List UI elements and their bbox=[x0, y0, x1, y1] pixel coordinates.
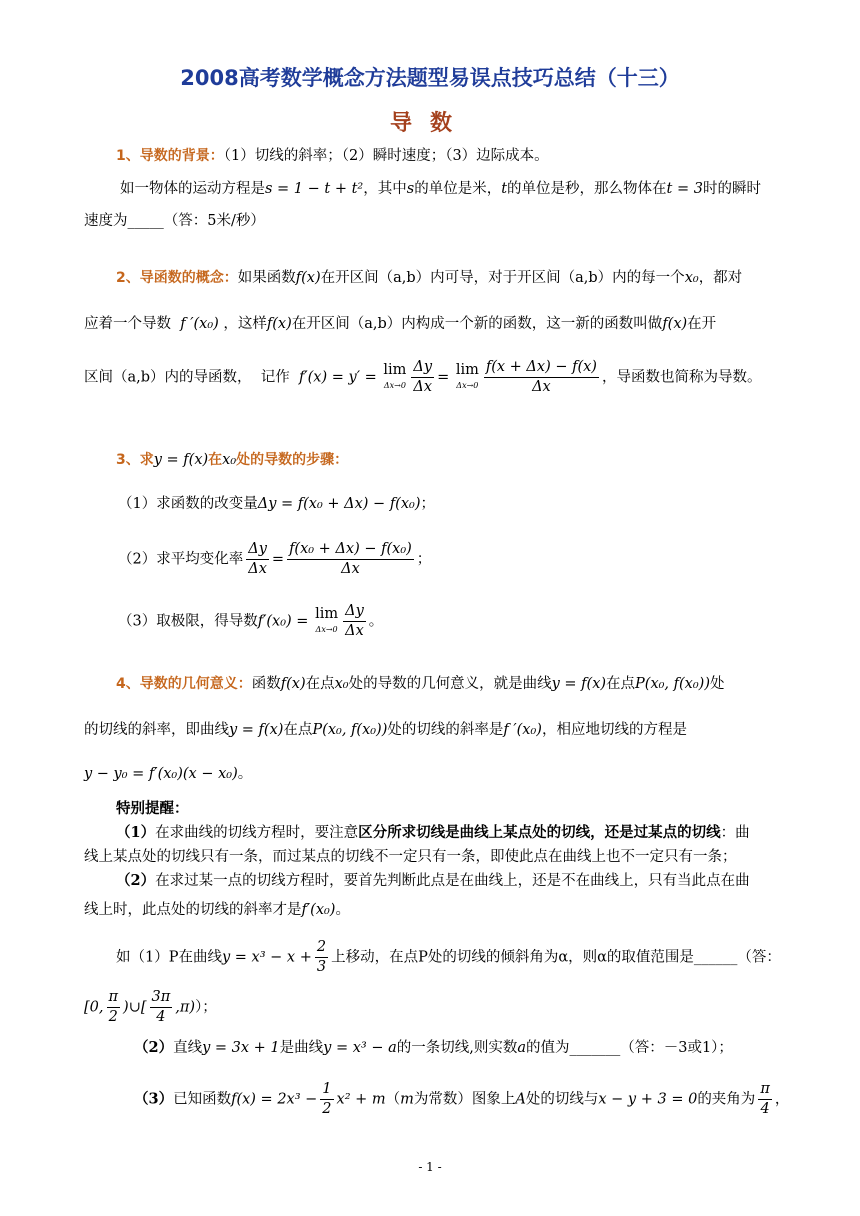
text: 。 bbox=[368, 613, 384, 630]
text: （3）取极限，得导数 bbox=[118, 613, 258, 630]
text: ，其中 bbox=[363, 181, 407, 197]
text: ：曲 bbox=[720, 825, 750, 841]
formula: f ′(x₀) bbox=[180, 316, 219, 332]
denominator: 3 bbox=[316, 959, 327, 975]
text: 的一条切线,则实数 bbox=[396, 1040, 518, 1056]
formula: ,π) bbox=[175, 999, 196, 1016]
formula: x₀ bbox=[334, 676, 349, 692]
lim-subscript: Δx→0 bbox=[456, 380, 479, 390]
tip-2-line-2 bbox=[84, 900, 350, 920]
step-2: （2）求平均变化率 $\frac{\Delta y}{\Delta x}$ = $\frac{\text{f(x₀ + Δx) − f(x₀)}}{\Delta x}$ ； bbox=[118, 541, 432, 577]
fraction bbox=[484, 358, 599, 397]
section-2-line-2 bbox=[84, 314, 716, 334]
text: 在点 bbox=[606, 676, 636, 692]
tip-2-line-1 bbox=[116, 871, 750, 891]
section-3-heading: 3、求 bbox=[116, 452, 154, 468]
text: （2） bbox=[134, 1039, 174, 1056]
formula: y = x³ − a bbox=[323, 1040, 397, 1056]
text: 直线 bbox=[173, 1040, 203, 1056]
text: 在开区间（a,b）内可导，对于开区间（a,b）内的每一个 bbox=[320, 270, 685, 286]
section-3-heading-line bbox=[116, 450, 348, 470]
text: 为常数）图象上 bbox=[413, 1091, 516, 1108]
section-4-heading: 4、导数的几何意义： bbox=[116, 676, 252, 692]
text: 。 bbox=[335, 902, 350, 918]
step-3 bbox=[118, 602, 383, 641]
limit-operator bbox=[456, 363, 479, 393]
numerator: π bbox=[107, 988, 121, 1008]
text: 在点 bbox=[283, 722, 313, 738]
text: ，相应地切线的方程是 bbox=[541, 722, 687, 738]
text: 的值为_______（答：－3或1）； bbox=[525, 1040, 733, 1056]
example-1-answer: 速度为_____（答：5米/秒） bbox=[84, 213, 265, 229]
numerator: Δy bbox=[411, 358, 434, 378]
example-1-q bbox=[116, 938, 781, 977]
text: 的夹角为 bbox=[697, 1091, 756, 1108]
section-title: 导数 bbox=[389, 111, 470, 136]
page-number: - 1 - bbox=[418, 1160, 442, 1174]
text: 的单位是秒，那么物体在 bbox=[507, 181, 667, 197]
text: 。 bbox=[237, 766, 253, 782]
section-1-text: （1）切线的斜率；（2）瞬时速度；（3）边际成本。 bbox=[223, 148, 549, 164]
text: 记作 bbox=[260, 369, 290, 386]
text: ； bbox=[420, 496, 435, 512]
section-2-heading: 2、导函数的概念： bbox=[116, 270, 238, 286]
formula: [0, bbox=[84, 999, 104, 1016]
text: （2）求平均变化率 bbox=[118, 551, 244, 568]
text: 的切线的斜率，即曲线 bbox=[84, 722, 229, 738]
tips-heading: 特别提醒： bbox=[116, 800, 189, 817]
formula: x₀ bbox=[222, 452, 237, 468]
text: 在求曲线的切线方程时，要注意 bbox=[155, 825, 359, 841]
fraction bbox=[758, 1080, 772, 1119]
formula: )∪[ bbox=[123, 999, 147, 1016]
denominator: Δx bbox=[341, 561, 360, 577]
fraction bbox=[246, 540, 269, 579]
tip-1-line-1 bbox=[116, 823, 750, 843]
denominator: 4 bbox=[760, 1101, 770, 1117]
denominator: Δx bbox=[248, 561, 267, 577]
emphasis: 区分所求切线是曲线上某点处的切线，还是过某点的切线 bbox=[358, 824, 721, 841]
text: 线上时，此点处的切线的斜率才是 bbox=[84, 902, 302, 918]
formula: y = f(x) bbox=[229, 722, 284, 738]
text: 在开 bbox=[687, 316, 717, 332]
text: 的单位是米， bbox=[414, 181, 502, 197]
formula: x₀ bbox=[684, 270, 699, 286]
fraction bbox=[320, 1080, 333, 1119]
numerator: f(x₀ + Δx) − f(x₀) bbox=[287, 540, 414, 560]
step-1 bbox=[118, 494, 435, 514]
text: 如（1）P在曲线 bbox=[116, 949, 222, 966]
section-2-line-3: 区间（a,b）内的导函数， 记作 f′(x) = y′ = lim Δx→0 $\frac{\Delta y}{\Delta x}$ = lim Δx→0 $\frac{f(x + \Delta x) - f(x)}{\Delta x}$ ，导函数也简称为导数。 bbox=[84, 359, 762, 395]
formula: f′(x) = y′ = bbox=[298, 369, 377, 386]
section-4-line-2 bbox=[84, 720, 687, 740]
formula: a bbox=[517, 1040, 526, 1056]
formula: A bbox=[515, 1091, 526, 1108]
formula: f ′(x₀) bbox=[503, 722, 542, 738]
text: 处的切线的斜率是 bbox=[387, 722, 504, 738]
text: ）； bbox=[195, 999, 217, 1016]
formula: y = 3x + 1 bbox=[202, 1040, 280, 1056]
section-1-line bbox=[116, 146, 549, 166]
text: ， bbox=[774, 1091, 790, 1108]
section-1-heading: 1、导数的背景： bbox=[116, 148, 224, 164]
text: 时的瞬时 bbox=[702, 181, 761, 197]
formula: f(x) bbox=[280, 676, 306, 692]
text: （1） bbox=[116, 824, 156, 841]
text: 如一物体的运动方程是 bbox=[120, 181, 265, 197]
text: 处的切线与 bbox=[525, 1091, 599, 1108]
text: 如果函数 bbox=[237, 270, 296, 286]
example-1-ans bbox=[84, 988, 217, 1027]
example-2 bbox=[134, 1038, 733, 1058]
formula: f′(x₀) = bbox=[257, 613, 309, 630]
lim-text: lim bbox=[383, 361, 407, 378]
text: 是曲线 bbox=[279, 1040, 324, 1056]
formula: t bbox=[501, 181, 508, 197]
numerator: 2 bbox=[315, 938, 328, 958]
denominator: 2 bbox=[108, 1009, 118, 1025]
formula: P(x₀, f(x₀)) bbox=[312, 722, 388, 738]
text: 处的导数的几何意义，就是曲线 bbox=[348, 676, 552, 692]
formula: y = x³ − x + bbox=[221, 949, 312, 966]
denominator: Δx bbox=[345, 623, 364, 639]
lim-subscript: Δx→0 bbox=[383, 380, 406, 390]
numerator: f(x + Δx) − f(x) bbox=[484, 358, 599, 378]
formula: P(x₀, f(x₀)) bbox=[635, 676, 710, 692]
lim-subscript: Δx→0 bbox=[315, 624, 338, 634]
fraction bbox=[343, 602, 366, 641]
formula: y − y₀ = f′(x₀)(x − x₀) bbox=[84, 766, 238, 782]
text: ，这样 bbox=[223, 316, 267, 332]
formula: x − y + 3 = 0 bbox=[598, 1091, 698, 1108]
lim-text: lim bbox=[455, 361, 479, 378]
text: 区间（a,b）内的导函数， bbox=[84, 369, 252, 386]
document-title: 2008高考数学概念方法题型易误点技巧总结（十三） bbox=[180, 66, 680, 90]
section-4-line-1 bbox=[116, 674, 724, 694]
text: 应着一个导数 bbox=[84, 316, 171, 332]
text: 已知函数 bbox=[173, 1091, 232, 1108]
section-2-line-1 bbox=[116, 268, 742, 288]
formula: m bbox=[400, 1091, 414, 1108]
formula: y = f(x) bbox=[153, 452, 209, 468]
numerator: π bbox=[758, 1080, 772, 1100]
text: ，导函数也简称为导数。 bbox=[601, 369, 762, 386]
text: （2） bbox=[116, 872, 156, 889]
formula: f′(x₀) bbox=[301, 902, 336, 918]
denominator: Δx bbox=[413, 379, 433, 395]
limit-operator bbox=[315, 607, 338, 637]
lim-text: lim bbox=[315, 605, 339, 622]
formula: t = 3 bbox=[666, 181, 703, 197]
tip-1-line-2: 线上某点处的切线只有一条，而过某点的切线不一定只有一条，即使此点在曲线上也不一定只有一条； bbox=[84, 849, 737, 865]
fraction bbox=[150, 988, 173, 1027]
denominator: Δx bbox=[532, 379, 551, 395]
formula: s = 1 − t + t² bbox=[265, 181, 364, 197]
formula: f(x) bbox=[662, 316, 688, 332]
example-3 bbox=[134, 1080, 789, 1119]
numerator: Δy bbox=[343, 602, 366, 622]
numerator: 1 bbox=[320, 1080, 333, 1100]
text: 函数 bbox=[251, 676, 281, 692]
fraction bbox=[411, 358, 434, 397]
numerator: 3π bbox=[150, 988, 173, 1008]
formula: s bbox=[406, 181, 415, 197]
formula: x² + m bbox=[336, 1091, 386, 1108]
text: 在求过某一点的切线方程时，要首先判断此点是在曲线上，还是不在曲线上，只有当此点在曲 bbox=[155, 873, 750, 889]
text: 在点 bbox=[305, 676, 335, 692]
fraction bbox=[107, 988, 121, 1027]
denominator: 4 bbox=[156, 1009, 166, 1025]
example-1-line bbox=[120, 179, 761, 199]
formula: y = f(x) bbox=[551, 676, 607, 692]
text: （3） bbox=[134, 1090, 174, 1108]
text: 上移动，在点P处的切线的倾斜角为α，则α的取值范围是______（答： bbox=[331, 949, 781, 966]
formula: Δy = f(x₀ + Δx) − f(x₀) bbox=[257, 496, 421, 512]
numerator: Δy bbox=[246, 540, 269, 560]
text: ，都对 bbox=[698, 270, 743, 286]
section-3-heading: 在 bbox=[208, 452, 223, 468]
formula: f(x) bbox=[266, 316, 292, 332]
text: （1）求函数的改变量 bbox=[118, 496, 258, 512]
text: 处 bbox=[709, 676, 725, 692]
text: 在开区间（a,b）内构成一个新的函数，这一新的函数叫做 bbox=[291, 316, 663, 332]
fraction bbox=[315, 938, 328, 977]
limit-operator bbox=[383, 363, 406, 393]
text: （ bbox=[385, 1091, 401, 1108]
formula: f(x) = 2x³ − bbox=[231, 1091, 318, 1108]
section-3-heading: 处的导数的步骤： bbox=[236, 452, 349, 468]
text: ； bbox=[416, 551, 432, 568]
formula: f(x) bbox=[295, 270, 321, 286]
denominator: 2 bbox=[322, 1101, 332, 1117]
section-4-line-3 bbox=[84, 764, 252, 784]
fraction bbox=[287, 540, 414, 579]
